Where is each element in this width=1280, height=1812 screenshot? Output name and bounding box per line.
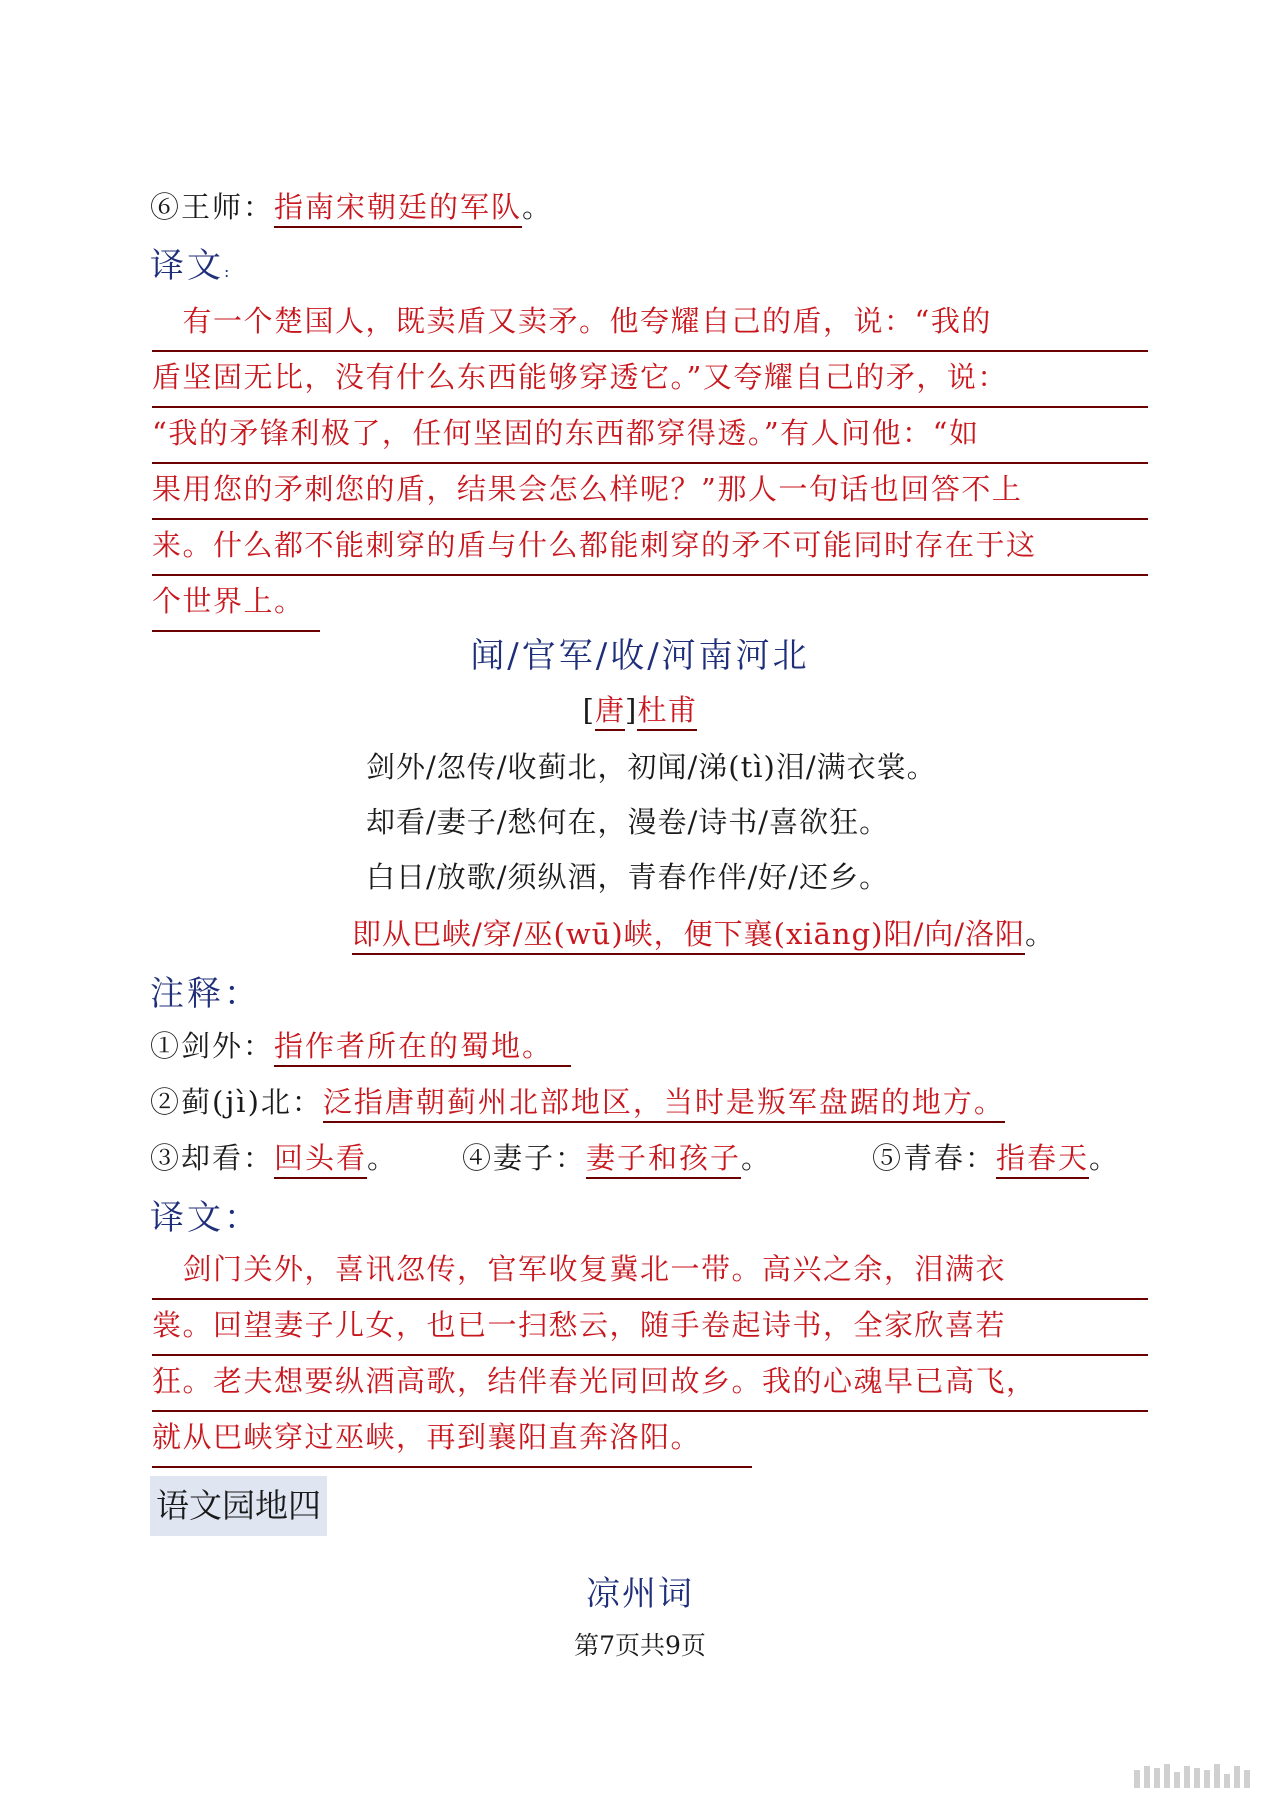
translation-2-line: 裳。回望妻子儿女，也已一扫愁云，随手卷起诗书，全家欣喜若: [152, 1300, 1148, 1356]
translation-2-heading: 译文：: [150, 1198, 261, 1238]
poem-author: [0, 688, 1280, 729]
section-title: 凉州词: [586, 1574, 694, 1614]
translation-1-line: 盾坚固无比，没有什么东西能够穿透它。”又夸耀自己的矛，说：: [152, 352, 1148, 408]
poem-line-2: 却看/妻子/愁何在，漫卷/诗书/喜欲狂。: [366, 805, 890, 839]
translation-1-line: “我的矛锋利极了，任何坚固的东西都穿得透。”有人问他：“如: [152, 408, 1148, 464]
translation-2-paragraph: [152, 1244, 1148, 1468]
note-6: [150, 185, 553, 226]
translation-2-line: 剑门关外，喜讯忽传，官军收复冀北一带。高兴之余，泪满衣: [152, 1244, 1148, 1300]
note-4-end: 。: [741, 1141, 773, 1175]
note-5-label: ⑤青春：: [872, 1141, 997, 1175]
note-1: [150, 1024, 571, 1065]
note-1-label: ①剑外：: [150, 1029, 275, 1063]
note-1-text: 指作者所在的蜀地。: [274, 1029, 571, 1067]
poem-line-4: [352, 912, 1055, 953]
poem-title: 闻/官军/收/河南河北: [470, 636, 810, 676]
translation-1-line: 来。什么都不能刺穿的盾与什么都能刺穿的矛不可能同时存在于这: [152, 520, 1148, 576]
poem-line-3: 白日/放歌/须纵酒，青春作伴/好/还乡。: [366, 860, 890, 894]
section-badge: 语文园地四: [150, 1476, 327, 1536]
translation-1-line: 有一个楚国人，既卖盾又卖矛。他夸耀自己的盾，说：“我的: [152, 296, 1148, 352]
note-6-end: 。: [522, 190, 554, 224]
note-3: [150, 1136, 398, 1177]
note-6-text: 指南宋朝廷的军队: [274, 190, 522, 228]
translation-1-paragraph: [152, 296, 1148, 632]
translation-2-line: 就从巴峡穿过巫峡，再到襄阳直奔洛阳。: [152, 1412, 752, 1468]
translation-1-line: 个世界上。: [152, 576, 320, 632]
note-5-end: 。: [1089, 1141, 1121, 1175]
poem-author-name: 杜甫: [637, 693, 697, 731]
translation-1-heading: [150, 238, 232, 287]
watermark-bars: [1134, 1764, 1250, 1788]
page-number: 第7页共9页: [574, 1631, 706, 1660]
note-3-end: 。: [367, 1141, 399, 1175]
translation-2-line: 狂。老夫想要纵酒高歌，结伴春光同回故乡。我的心魂早已高飞，: [152, 1356, 1148, 1412]
note-4-text: 妻子和孩子: [586, 1141, 741, 1179]
translation-1-line: 果用您的矛刺您的盾，结果会怎么样呢？”那人一句话也回答不上: [152, 464, 1148, 520]
translation-1-heading-text: 译文: [150, 246, 224, 286]
note-6-label: ⑥王师：: [150, 190, 275, 224]
translation-1-heading-colon: :: [224, 262, 233, 281]
note-2-text: 泛指唐朝蓟州北部地区，当时是叛军盘踞的地方。: [323, 1085, 1005, 1123]
note-2: [150, 1080, 1005, 1121]
note-5: [872, 1136, 1120, 1177]
poem-line-4-part-2: 便下襄(xiāng)阳/向/洛阳: [684, 917, 1025, 955]
notes-heading: 注释：: [150, 974, 261, 1014]
note-3-label: ③却看：: [150, 1141, 275, 1175]
author-bracket-close: ]: [625, 693, 638, 727]
note-4-label: ④妻子：: [462, 1141, 587, 1175]
note-5-text: 指春天: [996, 1141, 1089, 1179]
poem-line-1: 剑外/忽传/收蓟北，初闻/涕(tì)泪/满衣裳。: [366, 750, 937, 784]
author-bracket-open: [: [582, 693, 595, 727]
poem-line-4-part-1: 即从巴峡/穿/巫(wū)峡，: [352, 917, 684, 955]
poem-dynasty: 唐: [595, 693, 625, 731]
note-3-text: 回头看: [274, 1141, 367, 1179]
poem-line-4-end: 。: [1025, 917, 1056, 951]
note-2-label: ②蓟(jì)北：: [150, 1085, 323, 1119]
note-4: [462, 1136, 772, 1177]
